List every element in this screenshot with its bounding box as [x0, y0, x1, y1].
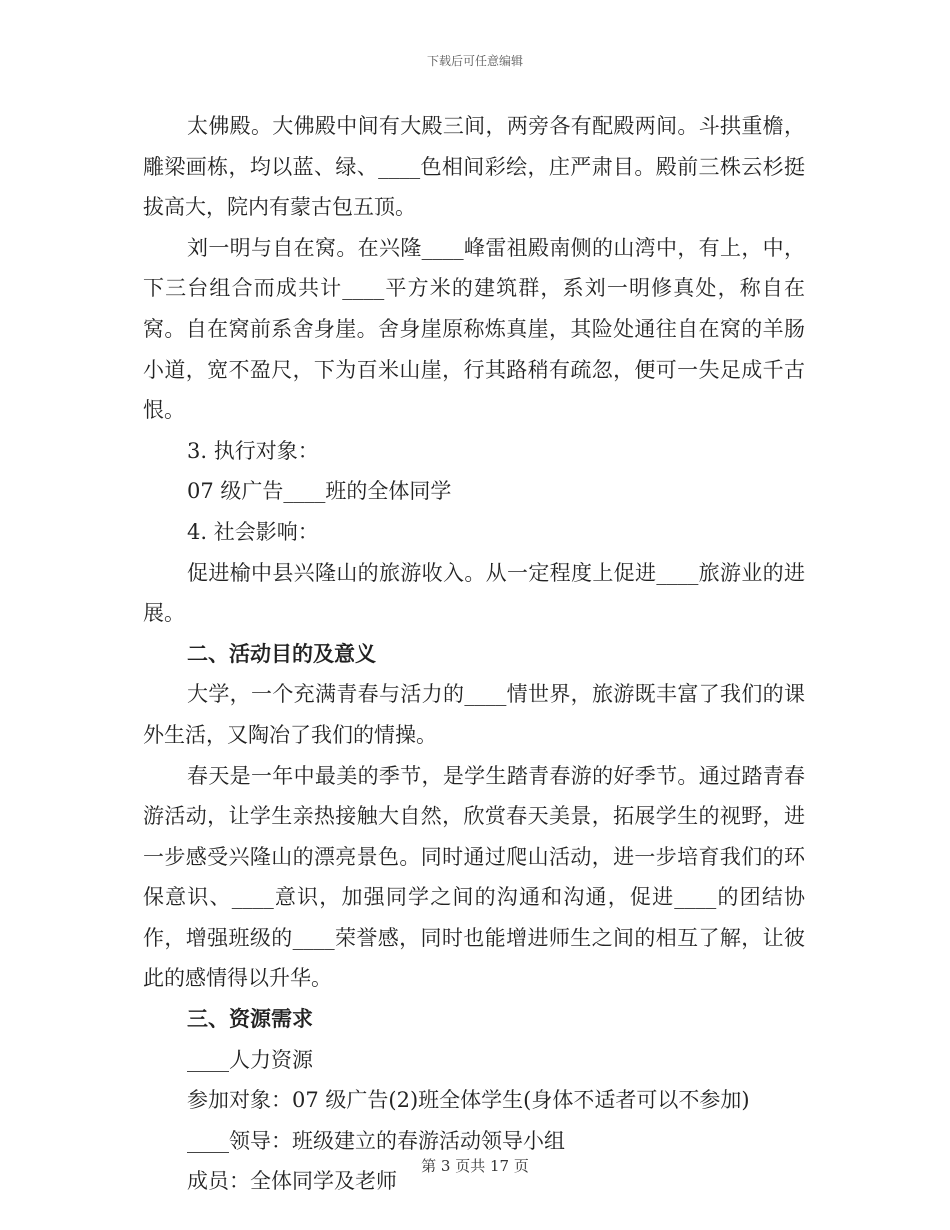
paragraph-spring: 春天是一年中最美的季节，是学生踏青春游的好季节。通过踏青春游活动，让学生亲热接触大自然，欣赏春天美景，拓展学生的视野，进一步感受兴隆山的漂亮景色。同时通过爬山活动，进一步培育我们的环保意识、____意识，加强同学之间的沟通和沟通，促进____的团结协作，增强班级的____荣誉感，同时也能增进师生之间的相互了解，让彼此的感情得以升华。	[143, 763, 805, 991]
human-resources-label: ____人力资源	[187, 1047, 313, 1072]
section-2-heading: 二、活动目的及意义	[187, 640, 376, 666]
page-number: 第 3 页共 17 页	[421, 1157, 529, 1175]
item-3-text: 07 级广告____班的全体同学	[187, 479, 452, 504]
members-line: 成员：全体同学及老师	[187, 1169, 397, 1194]
paragraph-university: 大学，一个充满青春与活力的____情世界，旅游既丰富了我们的课外生活，又陶冶了我们的情操。	[143, 682, 805, 747]
document-body	[143, 106, 805, 1202]
leaders-line: ____领导：班级建立的春游活动领导小组	[187, 1128, 565, 1153]
paragraph-great-buddha-hall: 太佛殿。大佛殿中间有大殿三间，两旁各有配殿两间。斗拱重檐，雕梁画栋，均以蓝、绿、____色相间彩绘，庄严肃目。殿前三株云杉挺拔高大，院内有蒙古包五顶。	[143, 114, 805, 220]
page-header-note: 下载后可任意编辑	[426, 54, 523, 68]
item-4-title: 4. 社会影响：	[187, 519, 319, 544]
section-3-heading: 三、资源需求	[187, 1006, 313, 1032]
item-4-text: 促进榆中县兴隆山的旅游收入。从一定程度上促进____旅游业的进展。	[143, 560, 805, 626]
item-3-title: 3. 执行对象：	[187, 438, 319, 463]
paragraph-liu-yiming: 刘一明与自在窝。在兴隆____峰雷祖殿南侧的山湾中，有上，中，下三台组合而成共计____平方米的建筑群，系刘一明修真处，称自在窝。自在窝前系舍身崖。舍身崖原称炼真崖，其险处通往自在窝的羊肠小道，宽不盈尺，下为百米山崖，行其路稍有疏忽，便可一失足成千古恨。	[143, 235, 805, 423]
participants-line: 参加对象：07 级广告(2)班全体学生(身体不适者可以不参加)	[187, 1088, 750, 1113]
